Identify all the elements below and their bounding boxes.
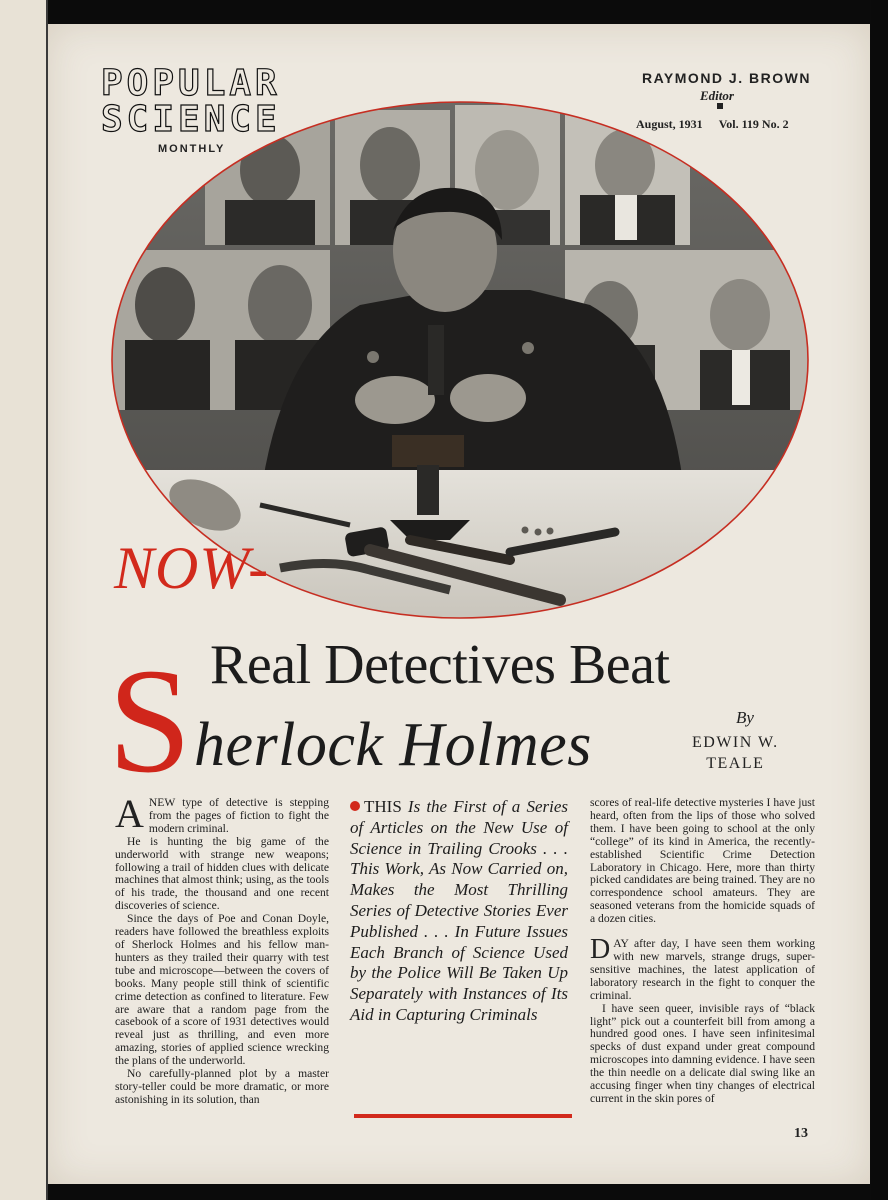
masthead-line-1: POPULAR [101,63,281,104]
masthead-line-2: SCIENCE [101,99,281,140]
paragraph: scores of real-life detective mysteries I have just heard, often from the lips of those who solved them. I have been going to school at the only “college” of its kind in America, the recently-established Scientific Crime Detection Laboratory in Chicago. Here, more than thirty picked candidates are being trained. They are no correspondence school amateurs. They are seasoned veterans from the homicide squads of a dozen cities. [590,796,815,926]
paragraph: No carefully-planned plot by a master story-teller could be more dramatic, or more astonishing in its solution, than [115,1067,329,1106]
paragraph: Since the days of Poe and Conan Doyle, readers have followed the breathless exploits of Sherlock Holmes and his fellow man-hunters as they trailed their quarry with test tube and microscope—between the covers of books. Many people still think of scientific crime detection as confined to literature. Few are aware that a random page from the casebook of a score of 1931 detectives would reveal just as thrilling, and even more amazing, stories of applied science wrecking the plans of the underworld. [115,912,329,1068]
author-line-2: TEALE [706,755,765,772]
editor-title: Editor [700,88,734,103]
headline-line-2: herlock Holmes [194,711,592,779]
red-rule [354,1114,572,1118]
drop-cap: A [115,791,144,836]
article-column-3 [590,797,815,1106]
paragraph-text: NEW type of detective is stepping from the pages of fiction to fight the modern criminal. [148,796,329,835]
drop-cap: D [590,934,611,966]
headline-now: NOW- [114,535,270,601]
paragraph: He is hunting the big game of the underworld with strange new weapons; following a trail of hidden clues with delicate machines that almost think; using, as the tools of his trade, the thousand and one recent discoveries of science. [115,834,329,913]
editor-name: RAYMOND J. BROWN [642,70,811,86]
issue-volume: Vol. 119 No. 2 [718,117,789,131]
page-number: 13 [794,1126,808,1141]
paragraph [115,791,329,836]
headline-line-1: Real Detectives Beat [210,634,670,696]
sidebar-text: Is the First of a Series of Articles on the New Use of Science in Trailing Crooks . . . This Work, As Now Carried on, Makes the Most Thrilling Series of Detective Stories Ever Published . . . In Future Issues Each Branch of Science Used by the Police Will Be Taken Up Separately with Instances of Its Aid in Capturing Criminals [350,797,568,1024]
paragraph-text: AY after day, I have seen them working with new marvels, strange drugs, super-sensitive machines, the latest application of laboratory research in the fight to conquer the criminal. [590,937,815,1002]
paragraph [590,934,815,1003]
article-column-1 [115,791,329,1107]
paragraph: I have seen queer, invisible rays of “black light” pick out a counterfeit bill from among a hundred good ones. I have seen infinitesimal specks of dust expand under great compound microscopes into damning evidence. I have seen the thin needle on a delicate dial swing like an accusing finger when tiny changes of electrical current in the skin pores of [590,1001,815,1105]
headline-drop-letter: S [108,638,192,804]
bullet-dot-icon [350,801,360,811]
author-line-1: EDWIN W. [692,734,779,751]
series-sidebar [350,797,568,1026]
masthead-monthly: MONTHLY [158,143,226,155]
sidebar-lead: THIS [364,797,402,816]
byline-by: By [736,708,754,727]
facing-page-edge [0,0,48,1200]
issue-date: August, 1931 [636,117,703,131]
byline-author [692,732,779,774]
scan-border [871,0,888,1200]
